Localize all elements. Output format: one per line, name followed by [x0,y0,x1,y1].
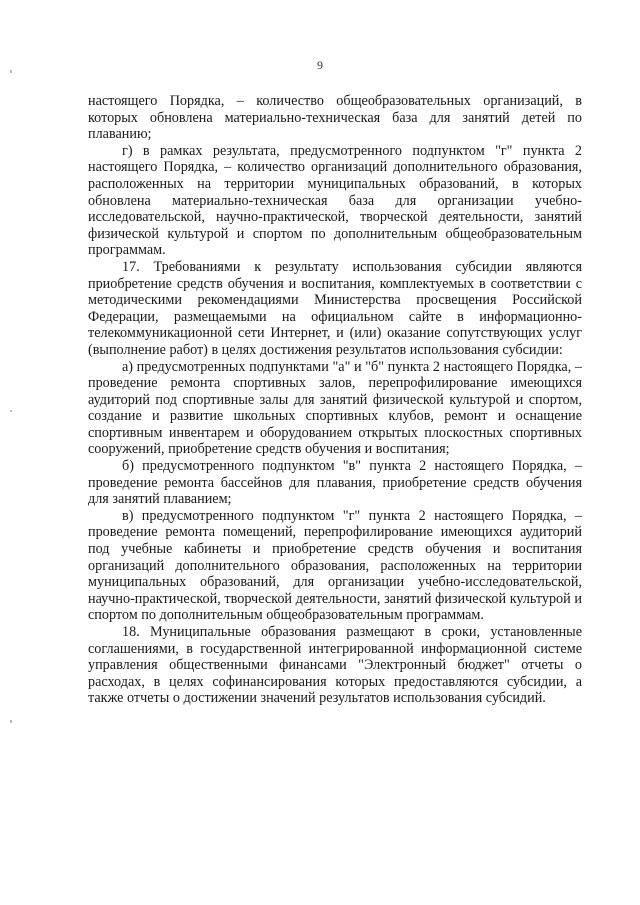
paragraph-17-v: в) предусмотренного подпунктом "г" пункта 2 настоящего Порядка, – проведение ремонта помещений, перепрофилирование имеющихся аудиторий под учебные кабинеты и приобретение средств обучения и воспитания организаций дополнительного образования, расположенных на территории муниципальных образований, для организации учебно-исследовательской, научно-практической, творческой деятельности, занятий физической культурой и спортом по дополнительным общеобразовательным программам. [88,507,582,624]
paragraph-17-b: б) предусмотренного подпунктом "в" пункта 2 настоящего Порядка, – проведение ремонта бассейнов для плавания, приобретение средств обучения для занятий плаванием; [88,458,582,508]
scan-margin-speck [10,70,12,73]
scan-margin-speck [10,410,12,412]
paragraph-17: 17. Требованиями к результату использования субсидии являются приобретение средств обучения и воспитания, комплектуемых в соответствии с методическими рекомендациями Министерства просвещения Российской Федерации, размещаемыми на официальном сайте в информационно-телекоммуникационной сети Интернет, и (или) оказание сопутствующих услуг (выполнение работ) в целях достижения результатов использования субсидии: [88,258,582,358]
paragraph-item-g: г) в рамках результата, предусмотренного подпунктом "г" пункта 2 настоящего Порядка, – количество организаций дополнительного образования, расположенных на территории муниципальных образований, в которых обновлена материально-техническая база для организации учебно-исследовательской, научно-практической, творческой деятельности, занятий физической культурой и спортом по дополнительным общеобразовательным программам. [88,142,582,259]
paragraph-17-a: а) предусмотренных подпунктами "а" и "б" пункта 2 настоящего Порядка, – проведение ремонта спортивных залов, перепрофилирование имеющихся аудиторий под спортивные залы для занятий физической культурой и спортом, создание и развитие школьных спортивных клубов, ремонт и оснащение спортивным инвентарем и оборудованием открытых плоскостных спортивных сооружений, приобретение средств обучения и воспитания; [88,358,582,458]
scan-margin-speck [10,720,12,723]
paragraph-continuation: настоящего Порядка, – количество общеобразовательных организаций, в которых обновлена материально-техническая база для занятий детей по плаванию; [88,93,582,143]
document-body [88,93,582,707]
page-number: 9 [317,58,323,72]
paragraph-18: 18. Муниципальные образования размещают в сроки, установленные соглашениями, в государственной интегрированной информационной системе управления общественными финансами "Электронный бюджет" отчеты о расходах, в целях софинансирования которых предоставляются субсидии, а также отчеты о достижении значений результатов использования субсидий. [88,624,582,707]
